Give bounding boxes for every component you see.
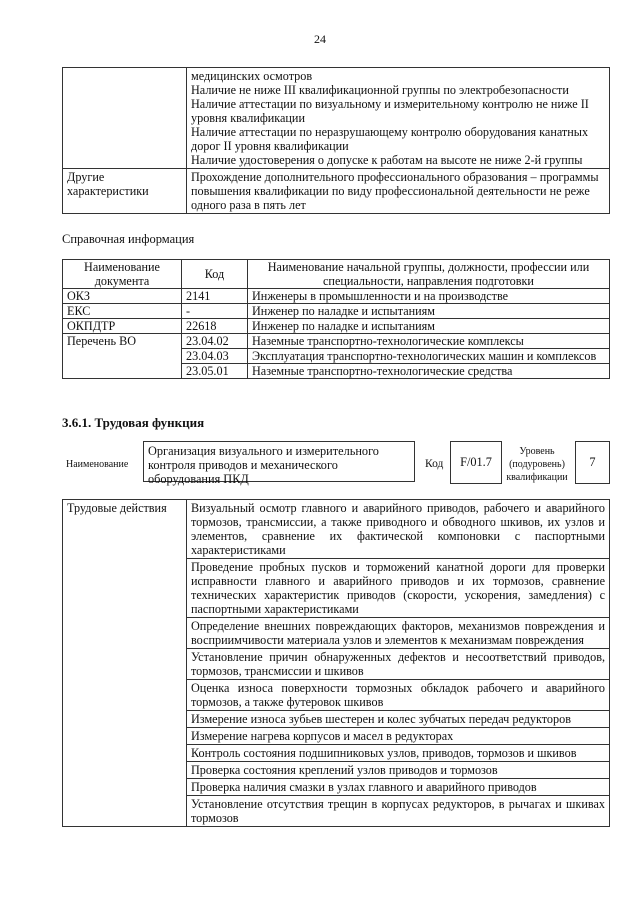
cell-code: 22618 [182,319,248,334]
labor-action: Проведение пробных пусков и торможений канатной дороги для проверки исправности главного и аварийного приводов и их тормозов, сравнение технических характеристик приводов (скорости, ускорения, замедления) с паспортными характеристиками [187,559,610,618]
cell-name: Наземные транспортно-технологические средства [248,364,610,379]
requirement-line: Наличие удостоверения о допуске к работам на высоте не ниже 2-й группы [191,153,583,167]
requirement-line: медицинских осмотров [191,69,313,83]
page-number: 24 [314,32,326,46]
cell-doc: Перечень ВО [63,334,182,379]
labor-action: Контроль состояния подшипниковых узлов, приводов, тормозов и шкивов [187,745,610,762]
section-title: 3.6.1. Трудовая функция [62,415,205,430]
labor-action: Установление причин обнаруженных дефектов и несоответствий приводов, тормозов, трансмиссии и шкивов [187,649,610,680]
cell-code: 2141 [182,289,248,304]
table-row [63,169,610,214]
function-code-label: Код [425,458,444,470]
cell-name: Инженер по наладке и испытаниям [248,304,610,319]
table-header-row [63,260,610,289]
qualification-level: 7 [575,441,610,484]
table-row [63,68,610,169]
function-name-label: Наименование [66,459,129,470]
requirement-line: Прохождение дополнительного профессионального образования – программы повышения квалификации по виду профессиональной деятельности не реже одного раза в пять лет [191,170,599,212]
cell-code: 23.05.01 [182,364,248,379]
header-doc: Наименование документа [63,260,182,289]
table-row [63,500,610,559]
requirement-line: Наличие аттестации по неразрушающему контролю оборудования канатных дорог II уровня квалификации [191,125,589,153]
row-content [187,68,610,169]
header-name: Наименование начальной группы, должности, профессии или специальности, направления подготовки [248,260,610,289]
labor-action: Измерение нагрева корпусов и масел в редукторах [187,728,610,745]
labor-action: Проверка наличия смазки в узлах главного и аварийного приводов [187,779,610,796]
requirements-table [62,67,610,214]
labor-actions-label: Трудовые действия [63,500,187,827]
cell-name: Эксплуатация транспортно-технологических машин и комплексов [248,349,610,364]
reference-table [62,259,610,379]
row-label: Другие характеристики [63,169,187,214]
function-code: F/01.7 [450,441,502,484]
labor-actions-table [62,499,610,827]
table-row [63,334,610,349]
row-content [187,169,610,214]
table-row [63,319,610,334]
labor-action: Установление отсутствия трещин в корпусах редукторов, в рычагах и шкивах тормозов [187,796,610,827]
cell-code: - [182,304,248,319]
cell-name: Инженеры в промышленности и на производстве [248,289,610,304]
header-code: Код [182,260,248,289]
reference-title: Справочная информация [62,232,195,246]
table-row [63,304,610,319]
qualification-level-label: Уровень (подуровень) квалификации [506,446,568,483]
cell-doc: ЕКС [63,304,182,319]
cell-code: 23.04.03 [182,349,248,364]
labor-action: Определение внешних повреждающих факторов, механизмов повреждения и восприимчивости материала узлов и элементов к механизмам повреждения [187,618,610,649]
cell-name: Инженер по наладке и испытаниям [248,319,610,334]
cell-name: Наземные транспортно-технологические комплексы [248,334,610,349]
labor-action: Оценка износа поверхности тормозных обкладок рабочего и аварийного тормозов, а также футеровок шкивов [187,680,610,711]
cell-doc: ОКЗ [63,289,182,304]
cell-doc: ОКПДТР [63,319,182,334]
requirement-line: Наличие не ниже III квалификационной группы по электробезопасности [191,83,569,97]
row-label [63,68,187,169]
labor-action: Проверка состояния креплений узлов приводов и тормозов [187,762,610,779]
cell-code: 23.04.02 [182,334,248,349]
requirement-line: Наличие аттестации по визуальному и измерительному контролю не ниже II уровня квалификации [191,97,589,125]
labor-action: Измерение износа зубьев шестерен и колес зубчатых передач редукторов [187,711,610,728]
function-name: Организация визуального и измерительного контроля приводов и механического оборудования ПКД [143,441,415,482]
labor-action: Визуальный осмотр главного и аварийного приводов, рабочего и аварийного тормозов, трансмиссии, а также приводного и обводного шкивов, их узлов и элементов, сравнение их фактической компоновки с паспортными характеристиками [187,500,610,559]
table-row [63,289,610,304]
